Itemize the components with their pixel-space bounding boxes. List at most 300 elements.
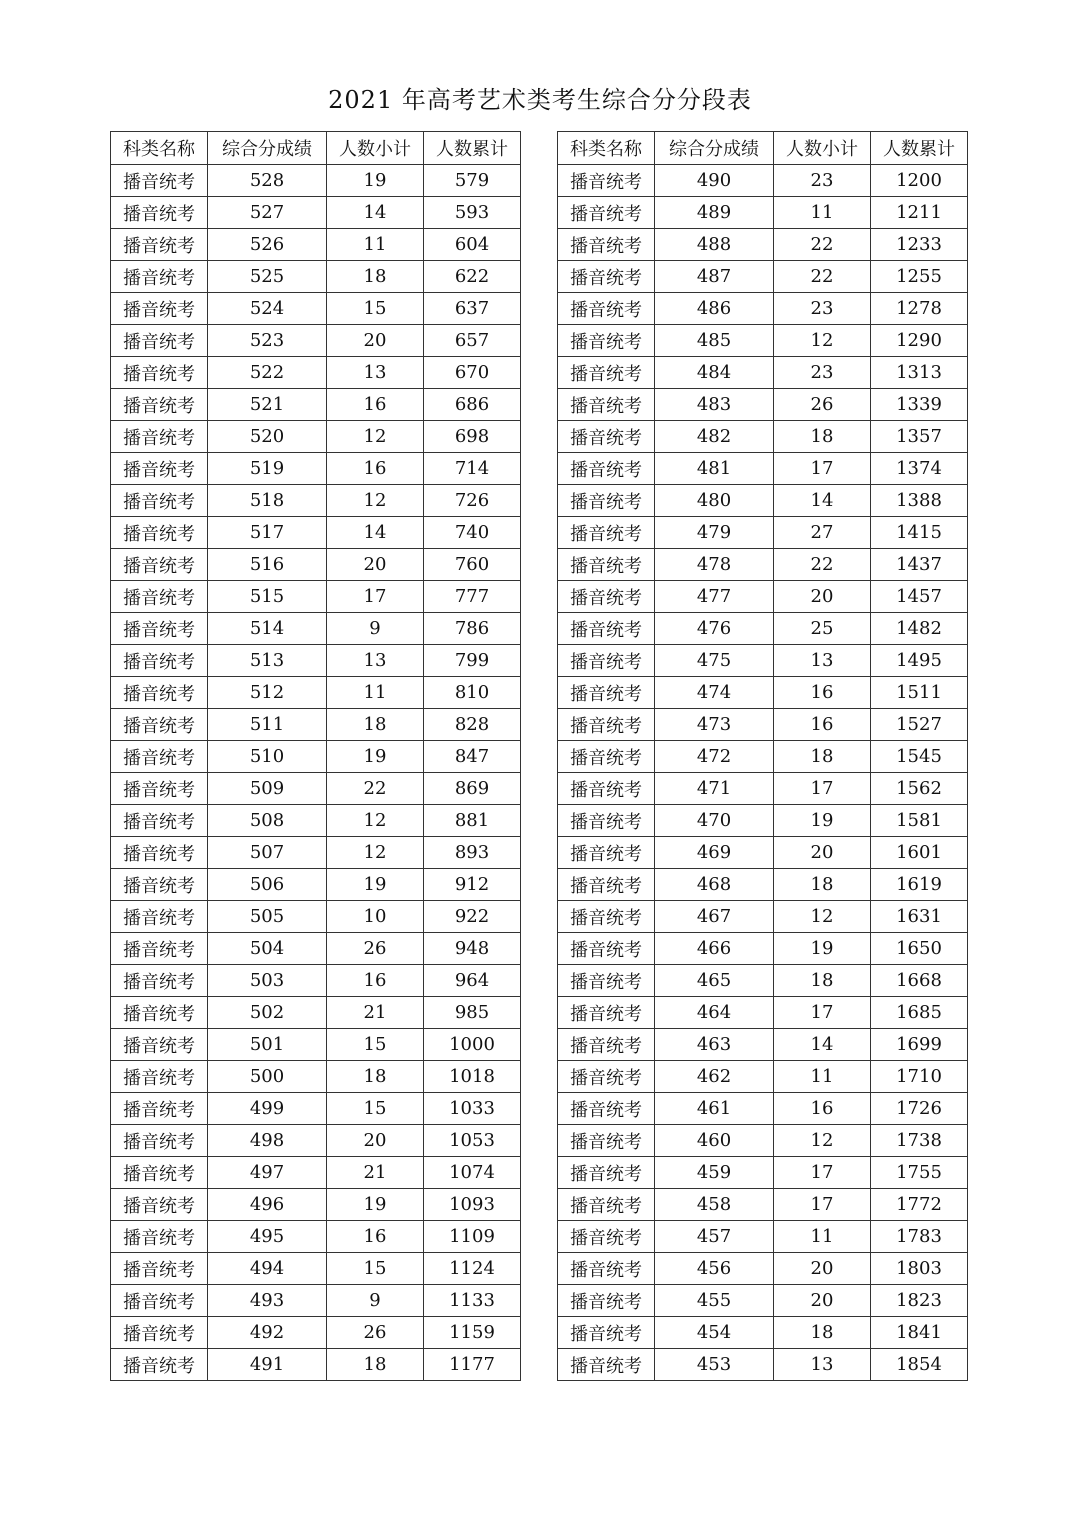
cell-category: 播音统考 <box>558 229 655 261</box>
cell-count: 19 <box>327 869 424 901</box>
table-row <box>111 645 521 677</box>
cell-score: 523 <box>208 325 327 357</box>
cell-category: 播音统考 <box>111 709 208 741</box>
table-row <box>111 453 521 485</box>
cell-score: 512 <box>208 677 327 709</box>
cell-score: 470 <box>655 805 774 837</box>
cell-cumulative: 1854 <box>871 1349 968 1381</box>
cell-score: 478 <box>655 549 774 581</box>
cell-count: 20 <box>774 1285 871 1317</box>
cell-cumulative: 1601 <box>871 837 968 869</box>
cell-count: 16 <box>327 965 424 997</box>
cell-score: 463 <box>655 1029 774 1061</box>
cell-category: 播音统考 <box>111 901 208 933</box>
cell-score: 509 <box>208 773 327 805</box>
cell-score: 497 <box>208 1157 327 1189</box>
cell-score: 475 <box>655 645 774 677</box>
cell-category: 播音统考 <box>111 293 208 325</box>
cell-category: 播音统考 <box>558 805 655 837</box>
cell-cumulative: 810 <box>424 677 521 709</box>
cell-score: 480 <box>655 485 774 517</box>
cell-count: 20 <box>774 1253 871 1285</box>
cell-score: 520 <box>208 421 327 453</box>
cell-count: 17 <box>774 453 871 485</box>
cell-category: 播音统考 <box>111 965 208 997</box>
cell-category: 播音统考 <box>558 453 655 485</box>
cell-count: 19 <box>327 1189 424 1221</box>
cell-score: 505 <box>208 901 327 933</box>
cell-category: 播音统考 <box>558 1189 655 1221</box>
cell-cumulative: 1313 <box>871 357 968 389</box>
table-row <box>111 613 521 645</box>
cell-category: 播音统考 <box>558 1253 655 1285</box>
cell-category: 播音统考 <box>111 1349 208 1381</box>
table-row <box>111 741 521 773</box>
cell-category: 播音统考 <box>111 197 208 229</box>
cell-category: 播音统考 <box>111 1029 208 1061</box>
cell-count: 19 <box>774 805 871 837</box>
table-row <box>558 997 968 1029</box>
cell-count: 18 <box>774 965 871 997</box>
table-row <box>111 421 521 453</box>
cell-cumulative: 828 <box>424 709 521 741</box>
table-row <box>558 261 968 293</box>
cell-cumulative: 799 <box>424 645 521 677</box>
cell-count: 27 <box>774 517 871 549</box>
table-row <box>111 293 521 325</box>
cell-cumulative: 1685 <box>871 997 968 1029</box>
cell-category: 播音统考 <box>111 1061 208 1093</box>
cell-count: 17 <box>327 581 424 613</box>
cell-category: 播音统考 <box>558 197 655 229</box>
table-row <box>558 1125 968 1157</box>
cell-score: 469 <box>655 837 774 869</box>
cell-category: 播音统考 <box>111 229 208 261</box>
cell-cumulative: 786 <box>424 613 521 645</box>
cell-score: 487 <box>655 261 774 293</box>
table-row <box>558 805 968 837</box>
cell-count: 17 <box>774 773 871 805</box>
cell-count: 12 <box>327 421 424 453</box>
table-row <box>558 933 968 965</box>
cell-category: 播音统考 <box>558 997 655 1029</box>
cell-score: 507 <box>208 837 327 869</box>
cell-score: 525 <box>208 261 327 293</box>
cell-category: 播音统考 <box>558 677 655 709</box>
table-row <box>111 1189 521 1221</box>
table-row <box>558 837 968 869</box>
cell-category: 播音统考 <box>111 1253 208 1285</box>
table-row <box>558 613 968 645</box>
cell-score: 476 <box>655 613 774 645</box>
cell-count: 26 <box>774 389 871 421</box>
cell-cumulative: 1803 <box>871 1253 968 1285</box>
cell-count: 17 <box>774 1189 871 1221</box>
cell-cumulative: 869 <box>424 773 521 805</box>
table-row <box>111 1285 521 1317</box>
cell-category: 播音统考 <box>111 453 208 485</box>
cell-count: 20 <box>774 581 871 613</box>
cell-score: 526 <box>208 229 327 261</box>
score-table-left <box>110 131 521 1381</box>
table-row <box>558 165 968 197</box>
cell-category: 播音统考 <box>558 869 655 901</box>
table-row <box>558 229 968 261</box>
table-row <box>111 1125 521 1157</box>
cell-category: 播音统考 <box>558 165 655 197</box>
cell-count: 14 <box>327 517 424 549</box>
cell-count: 23 <box>774 357 871 389</box>
header-category: 科类名称 <box>111 132 208 165</box>
cell-score: 490 <box>655 165 774 197</box>
cell-count: 20 <box>327 549 424 581</box>
table-row <box>111 837 521 869</box>
cell-cumulative: 1415 <box>871 517 968 549</box>
cell-count: 12 <box>774 1125 871 1157</box>
table-row <box>558 677 968 709</box>
cell-count: 12 <box>327 837 424 869</box>
table-row <box>111 325 521 357</box>
cell-cumulative: 1437 <box>871 549 968 581</box>
cell-count: 9 <box>327 1285 424 1317</box>
table-row <box>558 869 968 901</box>
cell-count: 21 <box>327 1157 424 1189</box>
table-row <box>111 261 521 293</box>
cell-cumulative: 1339 <box>871 389 968 421</box>
cell-cumulative: 1233 <box>871 229 968 261</box>
cell-score: 499 <box>208 1093 327 1125</box>
cell-category: 播音统考 <box>111 741 208 773</box>
cell-category: 播音统考 <box>558 837 655 869</box>
cell-cumulative: 948 <box>424 933 521 965</box>
cell-cumulative: 912 <box>424 869 521 901</box>
table-header-row <box>558 132 968 165</box>
cell-score: 486 <box>655 293 774 325</box>
cell-category: 播音统考 <box>558 645 655 677</box>
table-row <box>111 1029 521 1061</box>
cell-cumulative: 1482 <box>871 613 968 645</box>
cell-cumulative: 1755 <box>871 1157 968 1189</box>
cell-cumulative: 1738 <box>871 1125 968 1157</box>
cell-count: 16 <box>327 453 424 485</box>
table-row <box>558 1285 968 1317</box>
cell-cumulative: 1053 <box>424 1125 521 1157</box>
cell-cumulative: 1457 <box>871 581 968 613</box>
cell-score: 466 <box>655 933 774 965</box>
cell-count: 16 <box>327 389 424 421</box>
table-row <box>558 517 968 549</box>
cell-category: 播音统考 <box>558 933 655 965</box>
cell-count: 22 <box>774 549 871 581</box>
cell-category: 播音统考 <box>111 1285 208 1317</box>
cell-cumulative: 1581 <box>871 805 968 837</box>
cell-count: 11 <box>774 1221 871 1253</box>
cell-count: 12 <box>327 485 424 517</box>
cell-score: 493 <box>208 1285 327 1317</box>
cell-count: 13 <box>327 645 424 677</box>
cell-cumulative: 1159 <box>424 1317 521 1349</box>
cell-category: 播音统考 <box>111 997 208 1029</box>
table-row <box>558 1061 968 1093</box>
cell-score: 516 <box>208 549 327 581</box>
table-row <box>111 389 521 421</box>
cell-score: 455 <box>655 1285 774 1317</box>
cell-score: 459 <box>655 1157 774 1189</box>
table-row <box>558 965 968 997</box>
cell-cumulative: 1511 <box>871 677 968 709</box>
cell-score: 460 <box>655 1125 774 1157</box>
cell-category: 播音统考 <box>111 389 208 421</box>
cell-count: 13 <box>327 357 424 389</box>
cell-score: 464 <box>655 997 774 1029</box>
table-row <box>111 357 521 389</box>
cell-count: 20 <box>327 1125 424 1157</box>
cell-cumulative: 1109 <box>424 1221 521 1253</box>
cell-count: 18 <box>774 869 871 901</box>
cell-count: 13 <box>774 645 871 677</box>
cell-category: 播音统考 <box>111 1157 208 1189</box>
cell-cumulative: 1177 <box>424 1349 521 1381</box>
cell-score: 514 <box>208 613 327 645</box>
cell-category: 播音统考 <box>558 709 655 741</box>
table-row <box>111 1349 521 1381</box>
cell-score: 521 <box>208 389 327 421</box>
table-row <box>558 357 968 389</box>
cell-count: 16 <box>774 1093 871 1125</box>
cell-score: 492 <box>208 1317 327 1349</box>
cell-score: 491 <box>208 1349 327 1381</box>
cell-score: 510 <box>208 741 327 773</box>
cell-cumulative: 1772 <box>871 1189 968 1221</box>
cell-count: 18 <box>774 421 871 453</box>
cell-score: 456 <box>655 1253 774 1285</box>
table-row <box>111 709 521 741</box>
cell-category: 播音统考 <box>111 357 208 389</box>
table-row <box>558 421 968 453</box>
cell-count: 11 <box>327 229 424 261</box>
cell-cumulative: 1255 <box>871 261 968 293</box>
cell-count: 17 <box>774 997 871 1029</box>
cell-score: 454 <box>655 1317 774 1349</box>
table-row <box>558 197 968 229</box>
cell-cumulative: 1357 <box>871 421 968 453</box>
cell-score: 494 <box>208 1253 327 1285</box>
cell-category: 播音统考 <box>111 677 208 709</box>
cell-score: 527 <box>208 197 327 229</box>
cell-cumulative: 714 <box>424 453 521 485</box>
table-row <box>111 1221 521 1253</box>
cell-score: 502 <box>208 997 327 1029</box>
header-count: 人数小计 <box>327 132 424 165</box>
table-row <box>558 773 968 805</box>
table-row <box>558 453 968 485</box>
table-row <box>111 1061 521 1093</box>
table-row <box>111 1317 521 1349</box>
cell-score: 468 <box>655 869 774 901</box>
cell-count: 13 <box>774 1349 871 1381</box>
cell-category: 播音统考 <box>558 1061 655 1093</box>
table-row <box>558 389 968 421</box>
cell-category: 播音统考 <box>558 293 655 325</box>
cell-category: 播音统考 <box>558 261 655 293</box>
table-row <box>558 645 968 677</box>
cell-cumulative: 777 <box>424 581 521 613</box>
cell-score: 524 <box>208 293 327 325</box>
cell-category: 播音统考 <box>111 325 208 357</box>
cell-cumulative: 1278 <box>871 293 968 325</box>
page-title: 2021 年高考艺术类考生综合分分段表 <box>328 86 752 114</box>
cell-category: 播音统考 <box>558 1125 655 1157</box>
cell-cumulative: 1018 <box>424 1061 521 1093</box>
cell-category: 播音统考 <box>558 965 655 997</box>
cell-cumulative: 1699 <box>871 1029 968 1061</box>
cell-score: 503 <box>208 965 327 997</box>
cell-cumulative: 893 <box>424 837 521 869</box>
cell-category: 播音统考 <box>111 261 208 293</box>
cell-score: 458 <box>655 1189 774 1221</box>
table-row <box>111 1253 521 1285</box>
cell-score: 483 <box>655 389 774 421</box>
table-row <box>558 1093 968 1125</box>
cell-score: 488 <box>655 229 774 261</box>
cell-score: 504 <box>208 933 327 965</box>
cell-score: 471 <box>655 773 774 805</box>
cell-score: 481 <box>655 453 774 485</box>
table-row <box>558 709 968 741</box>
cell-score: 500 <box>208 1061 327 1093</box>
table-row <box>558 325 968 357</box>
cell-score: 484 <box>655 357 774 389</box>
table-row <box>111 165 521 197</box>
cell-cumulative: 922 <box>424 901 521 933</box>
cell-count: 9 <box>327 613 424 645</box>
table-row <box>111 1093 521 1125</box>
cell-cumulative: 1133 <box>424 1285 521 1317</box>
cell-cumulative: 604 <box>424 229 521 261</box>
cell-count: 23 <box>774 293 871 325</box>
cell-cumulative: 657 <box>424 325 521 357</box>
cell-category: 播音统考 <box>111 613 208 645</box>
cell-count: 14 <box>327 197 424 229</box>
cell-category: 播音统考 <box>558 1349 655 1381</box>
cell-score: 479 <box>655 517 774 549</box>
cell-score: 461 <box>655 1093 774 1125</box>
cell-category: 播音统考 <box>558 485 655 517</box>
cell-cumulative: 1000 <box>424 1029 521 1061</box>
cell-category: 播音统考 <box>111 773 208 805</box>
cell-cumulative: 686 <box>424 389 521 421</box>
cell-count: 12 <box>774 901 871 933</box>
cell-cumulative: 1211 <box>871 197 968 229</box>
cell-score: 467 <box>655 901 774 933</box>
cell-count: 11 <box>774 1061 871 1093</box>
cell-count: 18 <box>774 1317 871 1349</box>
score-table-right <box>557 131 968 1381</box>
cell-category: 播音统考 <box>558 549 655 581</box>
cell-cumulative: 1562 <box>871 773 968 805</box>
cell-score: 517 <box>208 517 327 549</box>
cell-score: 513 <box>208 645 327 677</box>
cell-cumulative: 1124 <box>424 1253 521 1285</box>
cell-score: 501 <box>208 1029 327 1061</box>
table-row <box>558 293 968 325</box>
table-row <box>558 1029 968 1061</box>
cell-count: 14 <box>774 485 871 517</box>
table-row <box>111 549 521 581</box>
table-row <box>558 1221 968 1253</box>
cell-count: 10 <box>327 901 424 933</box>
cell-cumulative: 1033 <box>424 1093 521 1125</box>
cell-category: 播音统考 <box>111 485 208 517</box>
cell-count: 25 <box>774 613 871 645</box>
table-row <box>111 517 521 549</box>
cell-count: 19 <box>774 933 871 965</box>
cell-count: 19 <box>327 741 424 773</box>
cell-cumulative: 1388 <box>871 485 968 517</box>
cell-cumulative: 1290 <box>871 325 968 357</box>
cell-cumulative: 1823 <box>871 1285 968 1317</box>
cell-score: 474 <box>655 677 774 709</box>
table-row <box>111 1157 521 1189</box>
cell-count: 18 <box>327 1349 424 1381</box>
table-row <box>111 933 521 965</box>
cell-cumulative: 698 <box>424 421 521 453</box>
cell-count: 20 <box>327 325 424 357</box>
cell-cumulative: 1619 <box>871 869 968 901</box>
cell-cumulative: 726 <box>424 485 521 517</box>
table-row <box>558 485 968 517</box>
cell-count: 19 <box>327 165 424 197</box>
cell-score: 477 <box>655 581 774 613</box>
table-row <box>111 773 521 805</box>
cell-category: 播音统考 <box>558 517 655 549</box>
cell-cumulative: 670 <box>424 357 521 389</box>
cell-cumulative: 740 <box>424 517 521 549</box>
cell-category: 播音统考 <box>558 389 655 421</box>
cell-count: 11 <box>774 197 871 229</box>
table-row <box>111 965 521 997</box>
cell-category: 播音统考 <box>111 645 208 677</box>
cell-category: 播音统考 <box>558 901 655 933</box>
cell-category: 播音统考 <box>111 869 208 901</box>
cell-cumulative: 760 <box>424 549 521 581</box>
cell-count: 20 <box>774 837 871 869</box>
cell-score: 462 <box>655 1061 774 1093</box>
cell-cumulative: 1783 <box>871 1221 968 1253</box>
cell-score: 489 <box>655 197 774 229</box>
cell-cumulative: 1200 <box>871 165 968 197</box>
cell-category: 播音统考 <box>111 805 208 837</box>
cell-score: 511 <box>208 709 327 741</box>
header-score: 综合分成绩 <box>208 132 327 165</box>
table-row <box>111 197 521 229</box>
cell-count: 12 <box>774 325 871 357</box>
cell-count: 26 <box>327 1317 424 1349</box>
cell-cumulative: 579 <box>424 165 521 197</box>
cell-category: 播音统考 <box>558 1285 655 1317</box>
cell-count: 16 <box>327 1221 424 1253</box>
cell-category: 播音统考 <box>558 613 655 645</box>
cell-count: 11 <box>327 677 424 709</box>
cell-category: 播音统考 <box>111 1125 208 1157</box>
cell-cumulative: 1527 <box>871 709 968 741</box>
cell-category: 播音统考 <box>111 165 208 197</box>
table-row <box>111 677 521 709</box>
cell-count: 16 <box>774 709 871 741</box>
cell-cumulative: 1495 <box>871 645 968 677</box>
cell-cumulative: 881 <box>424 805 521 837</box>
cell-count: 14 <box>774 1029 871 1061</box>
